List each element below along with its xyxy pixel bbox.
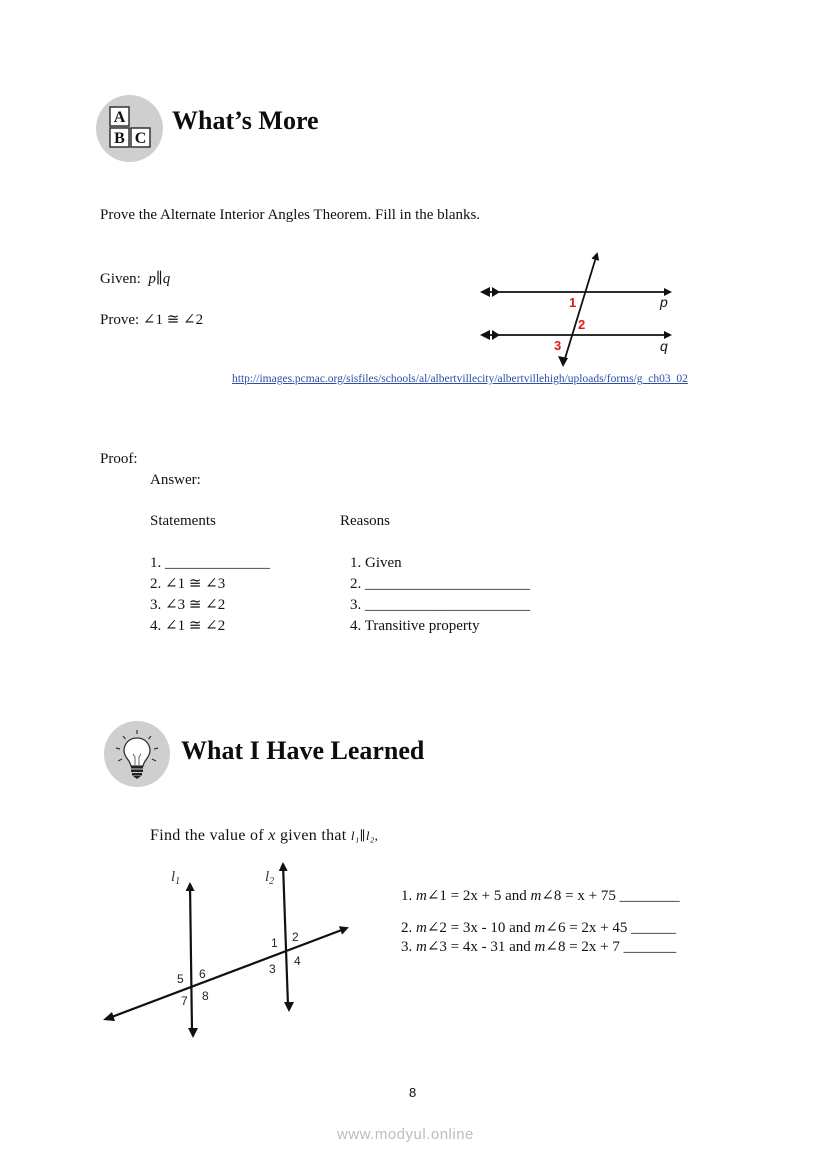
prove-label: Prove: [100, 312, 140, 328]
angle-label-5b: 5 [177, 972, 184, 986]
angle-label-2: 2 [578, 317, 586, 332]
page-number: 8 [409, 1085, 417, 1100]
angle-label-3b: 3 [269, 962, 276, 976]
proof-label: Proof: [100, 451, 138, 467]
angle-label-4b: 4 [294, 954, 301, 968]
problem-2[interactable]: 2. m∠2 = 3x - 10 and m∠6 = 2x + 45 ______ [401, 920, 677, 936]
statements-header: Statements [150, 513, 216, 529]
answer-label: Answer: [150, 472, 201, 488]
line-label-p: p [660, 294, 668, 310]
line-label-l1: $l_1$ [171, 869, 181, 887]
reasons-header: Reasons [340, 513, 390, 529]
svg-text:A: A [113, 109, 126, 126]
angle-label-6b: 6 [199, 967, 206, 981]
instruction-text: Prove the Alternate Interior Angles Theorem. Fill in the blanks. [100, 207, 481, 223]
given-statement [100, 270, 170, 288]
transversal-line-2 [109, 928, 347, 1018]
parallel-lines-figure [470, 240, 690, 375]
section-title-what-i-have-learned: What I Have Learned [181, 736, 425, 765]
instruction-mid: given that [275, 827, 351, 844]
statement-4: 4. ∠1 ≅ ∠2 [150, 618, 226, 634]
instruction-var: x [268, 827, 276, 844]
angle-label-7b: 7 [181, 994, 188, 1008]
angle-label-1: 1 [569, 295, 577, 310]
transversal-figure [95, 860, 365, 1050]
svg-text:C: C [134, 130, 147, 147]
given-label: Given: [100, 271, 141, 287]
given-value: p∥q [148, 271, 171, 287]
problem-1[interactable]: 1. m∠1 = 2x + 5 and m∠8 = x + 75 ________ [401, 888, 680, 904]
instruction-condition: l₁∥l₂, [350, 828, 379, 843]
section-title-whats-more: What’s More [172, 106, 319, 135]
prove-statement [100, 311, 203, 329]
statement-2: 2. ∠1 ≅ ∠3 [150, 576, 226, 592]
svg-text:B: B [114, 130, 125, 147]
prove-value: ∠1 ≅ ∠2 [142, 312, 204, 328]
image-source-link[interactable]: http://images.pcmac.org/sisfiles/schools/al/albertvillecity/albertvillehigh/uploads/forms/g_ch03_02 [232, 373, 688, 385]
statement-1[interactable]: 1. ______________ [150, 555, 270, 571]
line-q [480, 330, 670, 340]
reason-2[interactable]: 2. ______________________ [350, 576, 530, 592]
line-label-q: q [660, 338, 668, 354]
line-l1 [190, 884, 192, 1032]
abc-blocks-icon [96, 95, 163, 162]
instruction-pre: Find the value of [150, 827, 269, 844]
watermark: www.modyul.online [337, 1126, 474, 1143]
reason-4: 4. Transitive property [350, 618, 480, 634]
lightbulb-icon [104, 721, 170, 787]
line-label-l2: $l_2$ [265, 869, 275, 887]
angle-label-8b: 8 [202, 989, 209, 1003]
statement-3: 3. ∠3 ≅ ∠2 [150, 597, 226, 613]
find-x-instruction [150, 827, 378, 845]
problem-3[interactable]: 3. m∠3 = 4x - 31 and m∠8 = 2x + 7 _______ [401, 939, 677, 955]
reason-3[interactable]: 3. ______________________ [350, 597, 530, 613]
reason-1: 1. Given [350, 555, 402, 571]
line-l2 [283, 864, 288, 1006]
angle-label-2b: 2 [292, 930, 299, 944]
angle-label-1b: 1 [271, 936, 278, 950]
angle-label-3: 3 [554, 338, 562, 353]
